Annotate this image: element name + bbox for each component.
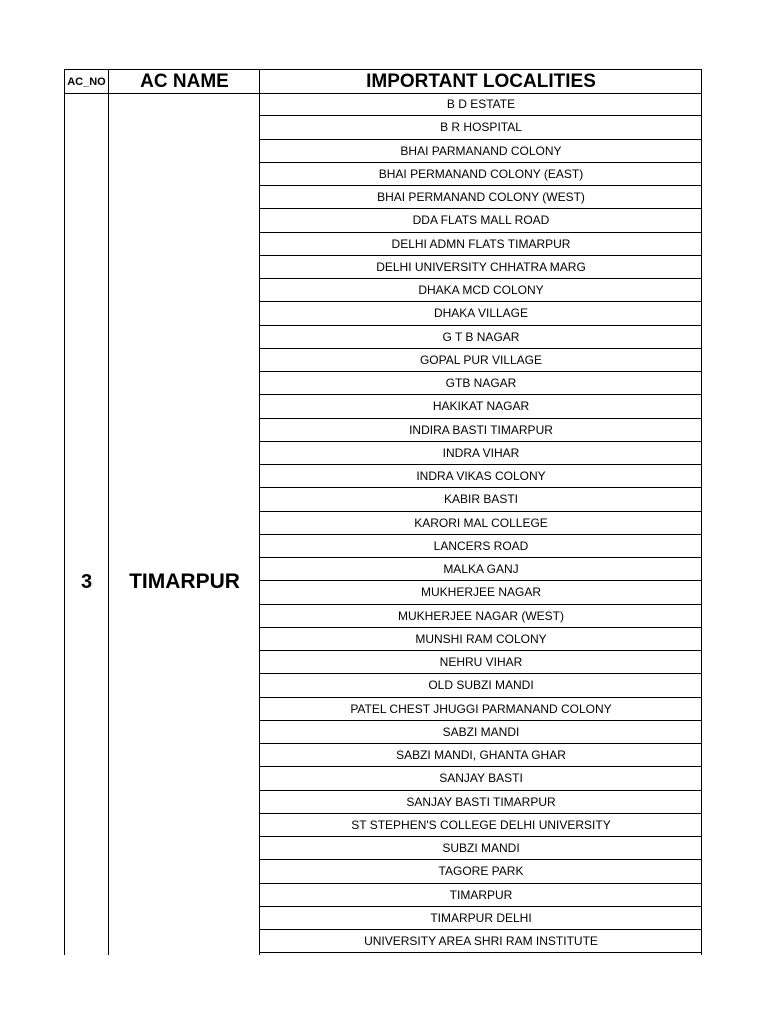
locality-row: B R HOSPITAL [260, 116, 702, 139]
locality-row: LANCERS ROAD [260, 535, 702, 558]
locality-row: MALKA GANJ [260, 558, 702, 581]
locality-row: INDRA VIKAS COLONY [260, 465, 702, 488]
locality-row: INDRA VIHAR [260, 442, 702, 465]
locality-row: ST STEPHEN'S COLLEGE DELHI UNIVERSITY [260, 814, 702, 837]
locality-row: UNIVERSITY AREA SHRI RAM INSTITUTE [260, 930, 702, 953]
locality-row: SABZI MANDI [260, 721, 702, 744]
ac-name-cell: TIMARPUR [129, 570, 240, 593]
locality-row: HAKIKAT NAGAR [260, 395, 702, 418]
acno-acname-divider [108, 69, 109, 955]
locality-row: GTB NAGAR [260, 372, 702, 395]
header-important-localities: IMPORTANT LOCALITIES [366, 70, 596, 92]
locality-row: DELHI UNIVERSITY CHHATRA MARG [260, 256, 702, 279]
locality-row: NEHRU VIHAR [260, 651, 702, 674]
locality-row: TAGORE PARK [260, 860, 702, 883]
locality-row: TIMARPUR DELHI [260, 907, 702, 930]
locality-row: SABZI MANDI, GHANTA GHAR [260, 744, 702, 767]
ac-number-cell: 3 [80, 570, 93, 593]
locality-row: MUKHERJEE NAGAR (WEST) [260, 605, 702, 628]
locality-row: TIMARPUR [260, 884, 702, 907]
table-left-border [64, 69, 65, 955]
locality-row: B D ESTATE [260, 93, 702, 116]
locality-row: DELHI ADMN FLATS TIMARPUR [260, 233, 702, 256]
locality-row: INDIRA BASTI TIMARPUR [260, 419, 702, 442]
locality-row: DDA FLATS MALL ROAD [260, 209, 702, 232]
locality-row: DHAKA MCD COLONY [260, 279, 702, 302]
locality-row: MUKHERJEE NAGAR [260, 581, 702, 604]
locality-row: BHAI PERMANAND COLONY (WEST) [260, 186, 702, 209]
header-ac-name: AC NAME [140, 70, 229, 92]
locality-row: PATEL CHEST JHUGGI PARMANAND COLONY [260, 698, 702, 721]
locality-row: SANJAY BASTI [260, 767, 702, 790]
locality-row: G T B NAGAR [260, 326, 702, 349]
locality-row: BHAI PARMANAND COLONY [260, 140, 702, 163]
locality-row: DHAKA VILLAGE [260, 302, 702, 325]
localities-list [260, 93, 702, 953]
locality-row: SANJAY BASTI TIMARPUR [260, 791, 702, 814]
locality-row: OLD SUBZI MANDI [260, 674, 702, 697]
locality-row: BHAI PERMANAND COLONY (EAST) [260, 163, 702, 186]
locality-row: MUNSHI RAM COLONY [260, 628, 702, 651]
locality-row: KABIR BASTI [260, 488, 702, 511]
locality-row: SUBZI MANDI [260, 837, 702, 860]
header-ac-no: AC_NO [67, 75, 106, 88]
locality-row: KARORI MAL COLLEGE [260, 512, 702, 535]
locality-row: GOPAL PUR VILLAGE [260, 349, 702, 372]
